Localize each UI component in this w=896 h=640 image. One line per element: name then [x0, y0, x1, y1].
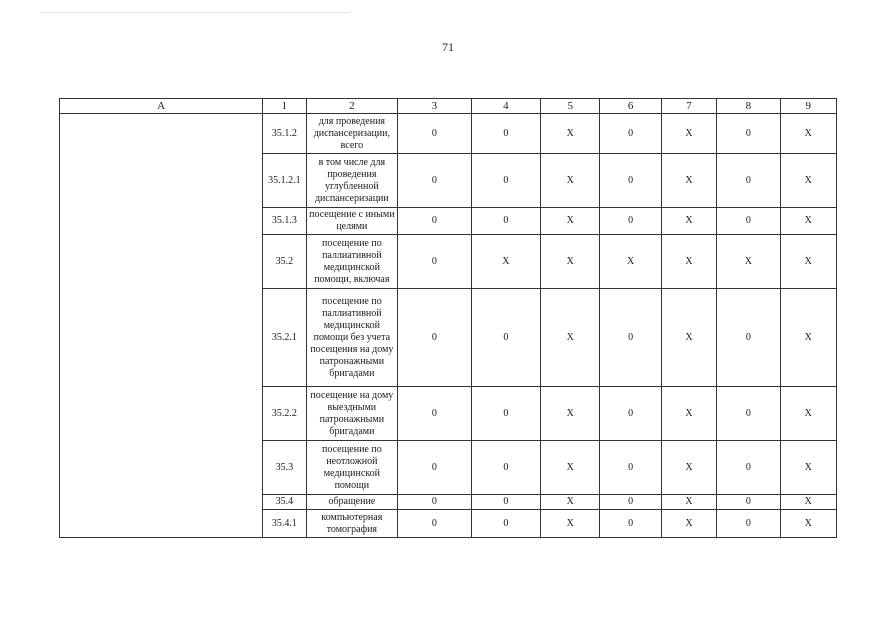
row-code: 35.1.2.1: [263, 154, 306, 208]
value-cell: 0: [471, 208, 540, 235]
row-name: обращение: [306, 495, 398, 510]
value-cell: 0: [717, 495, 780, 510]
value-cell: Х: [471, 235, 540, 289]
row-code: 35.1.2: [263, 114, 306, 154]
value-cell: 0: [471, 154, 540, 208]
value-cell: Х: [541, 235, 600, 289]
row-name: посещение на дому выездными патронажными бригадами: [306, 387, 398, 441]
row-code: 35.2: [263, 235, 306, 289]
value-cell: Х: [661, 289, 716, 387]
header-cell: 3: [398, 99, 471, 114]
value-cell: Х: [661, 387, 716, 441]
value-cell: Х: [541, 495, 600, 510]
value-cell: 0: [717, 289, 780, 387]
row-name: для проведения диспансеризации, всего: [306, 114, 398, 154]
value-cell: Х: [661, 441, 716, 495]
value-cell: 0: [600, 510, 661, 538]
header-cell: 1: [263, 99, 306, 114]
value-cell: Х: [780, 208, 836, 235]
value-cell: 0: [398, 235, 471, 289]
header-cell: 6: [600, 99, 661, 114]
value-cell: 0: [398, 154, 471, 208]
row-name: посещение с иными целями: [306, 208, 398, 235]
page-number: 71: [442, 40, 454, 54]
value-cell: Х: [661, 510, 716, 538]
value-cell: Х: [661, 154, 716, 208]
value-cell: 0: [600, 154, 661, 208]
value-cell: 0: [398, 510, 471, 538]
header-cell: 9: [780, 99, 836, 114]
value-cell: 0: [717, 441, 780, 495]
header-cell: 7: [661, 99, 716, 114]
value-cell: Х: [780, 510, 836, 538]
header-cell: 4: [471, 99, 540, 114]
value-cell: 0: [398, 289, 471, 387]
value-cell: Х: [780, 441, 836, 495]
value-cell: 0: [717, 114, 780, 154]
value-cell: 0: [717, 510, 780, 538]
value-cell: 0: [471, 114, 540, 154]
data-table: [59, 98, 837, 538]
row-name: компьютерная томография: [306, 510, 398, 538]
row-name: посещение по паллиативной медицинской помощи, включая: [306, 235, 398, 289]
row-code: 35.2.2: [263, 387, 306, 441]
value-cell: 0: [600, 289, 661, 387]
value-cell: 0: [600, 495, 661, 510]
value-cell: 0: [471, 289, 540, 387]
value-cell: Х: [717, 235, 780, 289]
value-cell: 0: [471, 495, 540, 510]
value-cell: Х: [780, 154, 836, 208]
header-cell: 2: [306, 99, 398, 114]
value-cell: 0: [398, 495, 471, 510]
table-row: [60, 114, 837, 154]
value-cell: 0: [600, 208, 661, 235]
value-cell: 0: [471, 387, 540, 441]
value-cell: Х: [541, 114, 600, 154]
value-cell: Х: [541, 510, 600, 538]
group-cell: [60, 114, 263, 538]
value-cell: 0: [717, 154, 780, 208]
header-cell: 5: [541, 99, 600, 114]
value-cell: Х: [541, 154, 600, 208]
value-cell: Х: [541, 441, 600, 495]
value-cell: 0: [398, 387, 471, 441]
value-cell: 0: [398, 114, 471, 154]
header-cell: 8: [717, 99, 780, 114]
value-cell: Х: [780, 114, 836, 154]
row-code: 35.4.1: [263, 510, 306, 538]
value-cell: Х: [661, 114, 716, 154]
scan-artifact: [40, 12, 350, 13]
value-cell: 0: [471, 441, 540, 495]
value-cell: Х: [661, 208, 716, 235]
value-cell: 0: [398, 208, 471, 235]
row-code: 35.2.1: [263, 289, 306, 387]
value-cell: Х: [780, 235, 836, 289]
value-cell: Х: [780, 495, 836, 510]
row-code: 35.3: [263, 441, 306, 495]
row-code: 35.1.3: [263, 208, 306, 235]
header-row: [60, 99, 837, 114]
row-name: посещение по паллиативной медицинской помощи без учета посещения на дому патронажными бригадами: [306, 289, 398, 387]
value-cell: 0: [717, 387, 780, 441]
value-cell: 0: [471, 510, 540, 538]
value-cell: 0: [717, 208, 780, 235]
value-cell: Х: [780, 387, 836, 441]
value-cell: Х: [780, 289, 836, 387]
value-cell: 0: [600, 441, 661, 495]
row-code: 35.4: [263, 495, 306, 510]
value-cell: 0: [600, 114, 661, 154]
value-cell: Х: [541, 208, 600, 235]
value-cell: 0: [600, 387, 661, 441]
header-cell: А: [60, 99, 263, 114]
value-cell: Х: [661, 235, 716, 289]
row-name: в том числе для проведения углубленной диспансеризации: [306, 154, 398, 208]
value-cell: Х: [661, 495, 716, 510]
value-cell: 0: [398, 441, 471, 495]
row-name: посещение по неотложной медицинской помощи: [306, 441, 398, 495]
value-cell: Х: [600, 235, 661, 289]
value-cell: Х: [541, 387, 600, 441]
value-cell: Х: [541, 289, 600, 387]
